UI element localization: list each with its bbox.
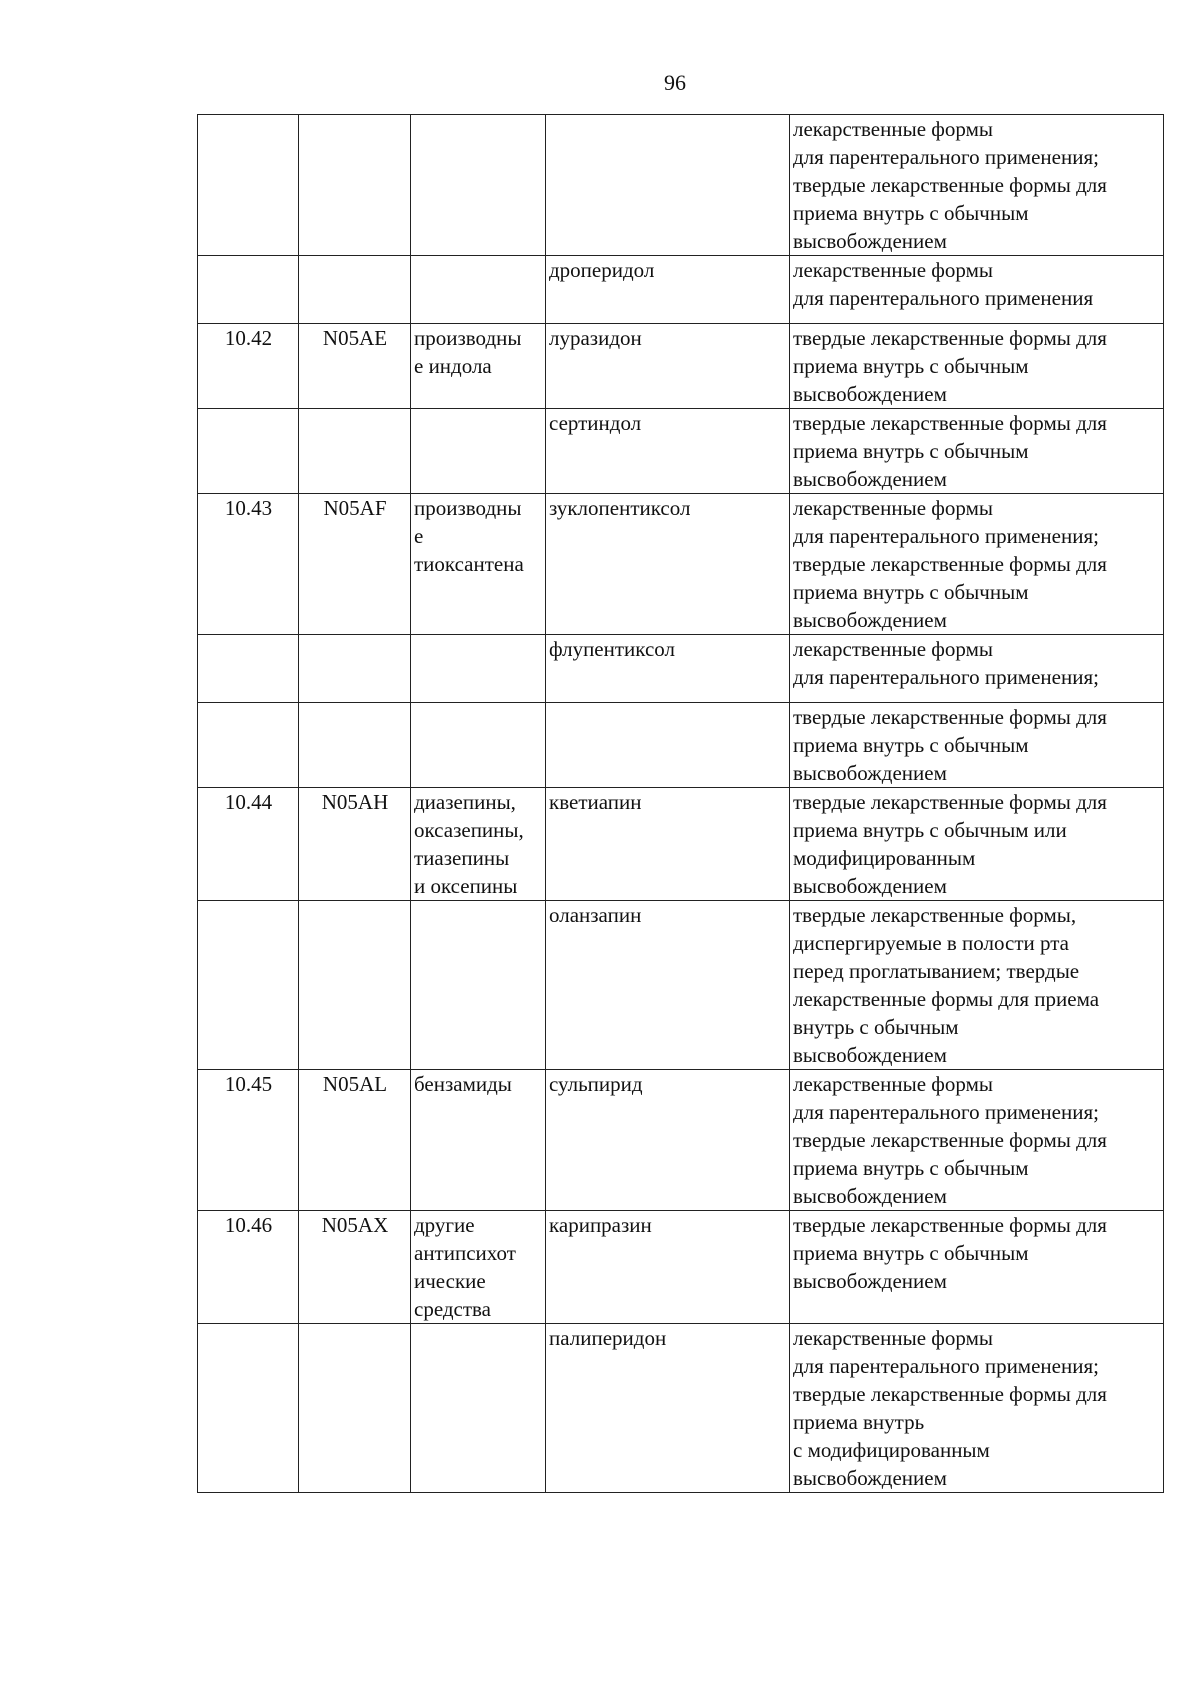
atc-code [299,409,411,494]
drug-group [411,703,546,788]
row-number: 10.43 [198,494,299,635]
drug-name: оланзапин [546,901,790,1070]
table-row [198,409,1164,494]
row-number [198,256,299,324]
dosage-forms: твердые лекарственные формы для приема внутрь с обычным высвобождением [790,703,1164,788]
row-number [198,1324,299,1493]
atc-code [299,635,411,703]
drug-group [411,115,546,256]
row-number [198,409,299,494]
dosage-forms: твердые лекарственные формы для приема внутрь с обычным высвобождением [790,1211,1164,1324]
drug-group [411,635,546,703]
table-row [198,1070,1164,1211]
drug-name: дроперидол [546,256,790,324]
table-row [198,494,1164,635]
drug-name [546,115,790,256]
table-row [198,115,1164,256]
drug-name: флупентиксол [546,635,790,703]
dosage-forms: твердые лекарственные формы для приема внутрь с обычным высвобождением [790,324,1164,409]
drug-group: другие антипсихот ические средства [411,1211,546,1324]
row-number: 10.45 [198,1070,299,1211]
dosage-forms: лекарственные формы для парентерального применения [790,256,1164,324]
drug-group [411,409,546,494]
row-number [198,901,299,1070]
dosage-forms: лекарственные формы для парентерального применения; твердые лекарственные формы для приема внутрь с обычным высвобождением [790,115,1164,256]
drug-name: кветиапин [546,788,790,901]
row-number [198,635,299,703]
drug-table [197,114,1164,1493]
row-number [198,703,299,788]
drug-name: сертиндол [546,409,790,494]
atc-code [299,256,411,324]
atc-code: N05AL [299,1070,411,1211]
atc-code [299,901,411,1070]
atc-code [299,115,411,256]
drug-group [411,1324,546,1493]
drug-name: палиперидон [546,1324,790,1493]
drug-group: производны е тиоксантена [411,494,546,635]
atc-code: N05AX [299,1211,411,1324]
atc-code: N05AE [299,324,411,409]
row-number [198,115,299,256]
drug-name: сульпирид [546,1070,790,1211]
dosage-forms: лекарственные формы для парентерального применения; [790,635,1164,703]
dosage-forms: твердые лекарственные формы для приема внутрь с обычным высвобождением [790,409,1164,494]
table-row [198,1324,1164,1493]
table-row [198,703,1164,788]
table-row [198,1211,1164,1324]
atc-code: N05AF [299,494,411,635]
drug-name [546,703,790,788]
drug-group: диазепины, оксазепины, тиазепины и оксепины [411,788,546,901]
drug-name: карипразин [546,1211,790,1324]
drug-group: производны е индола [411,324,546,409]
table-row [198,324,1164,409]
drug-name: луразидон [546,324,790,409]
drug-name: зуклопентиксол [546,494,790,635]
dosage-forms: лекарственные формы для парентерального применения; твердые лекарственные формы для приема внутрь с обычным высвобождением [790,494,1164,635]
dosage-forms: лекарственные формы для парентерального применения; твердые лекарственные формы для приема внутрь с обычным высвобождением [790,1070,1164,1211]
dosage-forms: твердые лекарственные формы, диспергируемые в полости рта перед проглатыванием; твердые лекарственные формы для приема внутрь с обычным высвобождением [790,901,1164,1070]
drug-group [411,901,546,1070]
page-number: 96 [664,70,686,95]
table-row [198,635,1164,703]
drug-group: бензамиды [411,1070,546,1211]
dosage-forms: лекарственные формы для парентерального применения; твердые лекарственные формы для приема внутрь с модифицированным высвобождением [790,1324,1164,1493]
atc-code [299,703,411,788]
table-row [198,901,1164,1070]
atc-code: N05AH [299,788,411,901]
row-number: 10.42 [198,324,299,409]
atc-code [299,1324,411,1493]
row-number: 10.46 [198,1211,299,1324]
table-row [198,256,1164,324]
row-number: 10.44 [198,788,299,901]
table-row [198,788,1164,901]
dosage-forms: твердые лекарственные формы для приема внутрь с обычным или модифицированным высвобождением [790,788,1164,901]
drug-group [411,256,546,324]
